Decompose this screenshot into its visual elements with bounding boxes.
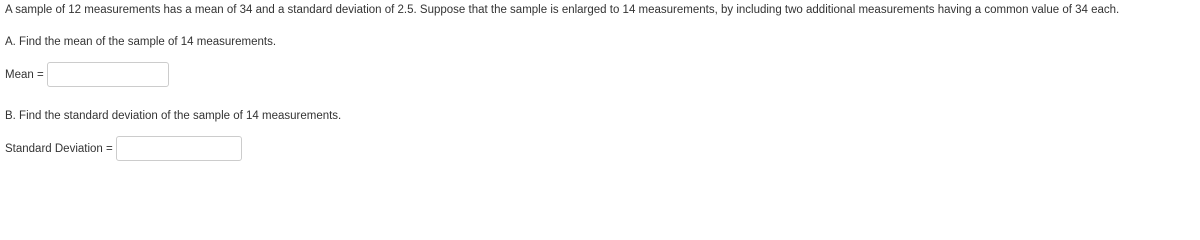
part-a-prompt: A. Find the mean of the sample of 14 measurements. xyxy=(5,36,277,48)
mean-input[interactable] xyxy=(47,62,169,87)
question-stem: A sample of 12 measurements has a mean of 34 and a standard deviation of 2.5. Suppose that the sample is enlarged to 14 measurements, by including two additional measurements having a common value of 34 each. xyxy=(5,4,1120,16)
part-b-prompt: B. Find the standard deviation of the sample of 14 measurements. xyxy=(5,110,342,122)
mean-label: Mean = xyxy=(5,68,44,81)
standard-deviation-input[interactable] xyxy=(116,136,242,161)
sd-answer-row xyxy=(5,136,242,161)
sd-label: Standard Deviation = xyxy=(5,142,113,155)
mean-answer-row xyxy=(5,62,169,87)
